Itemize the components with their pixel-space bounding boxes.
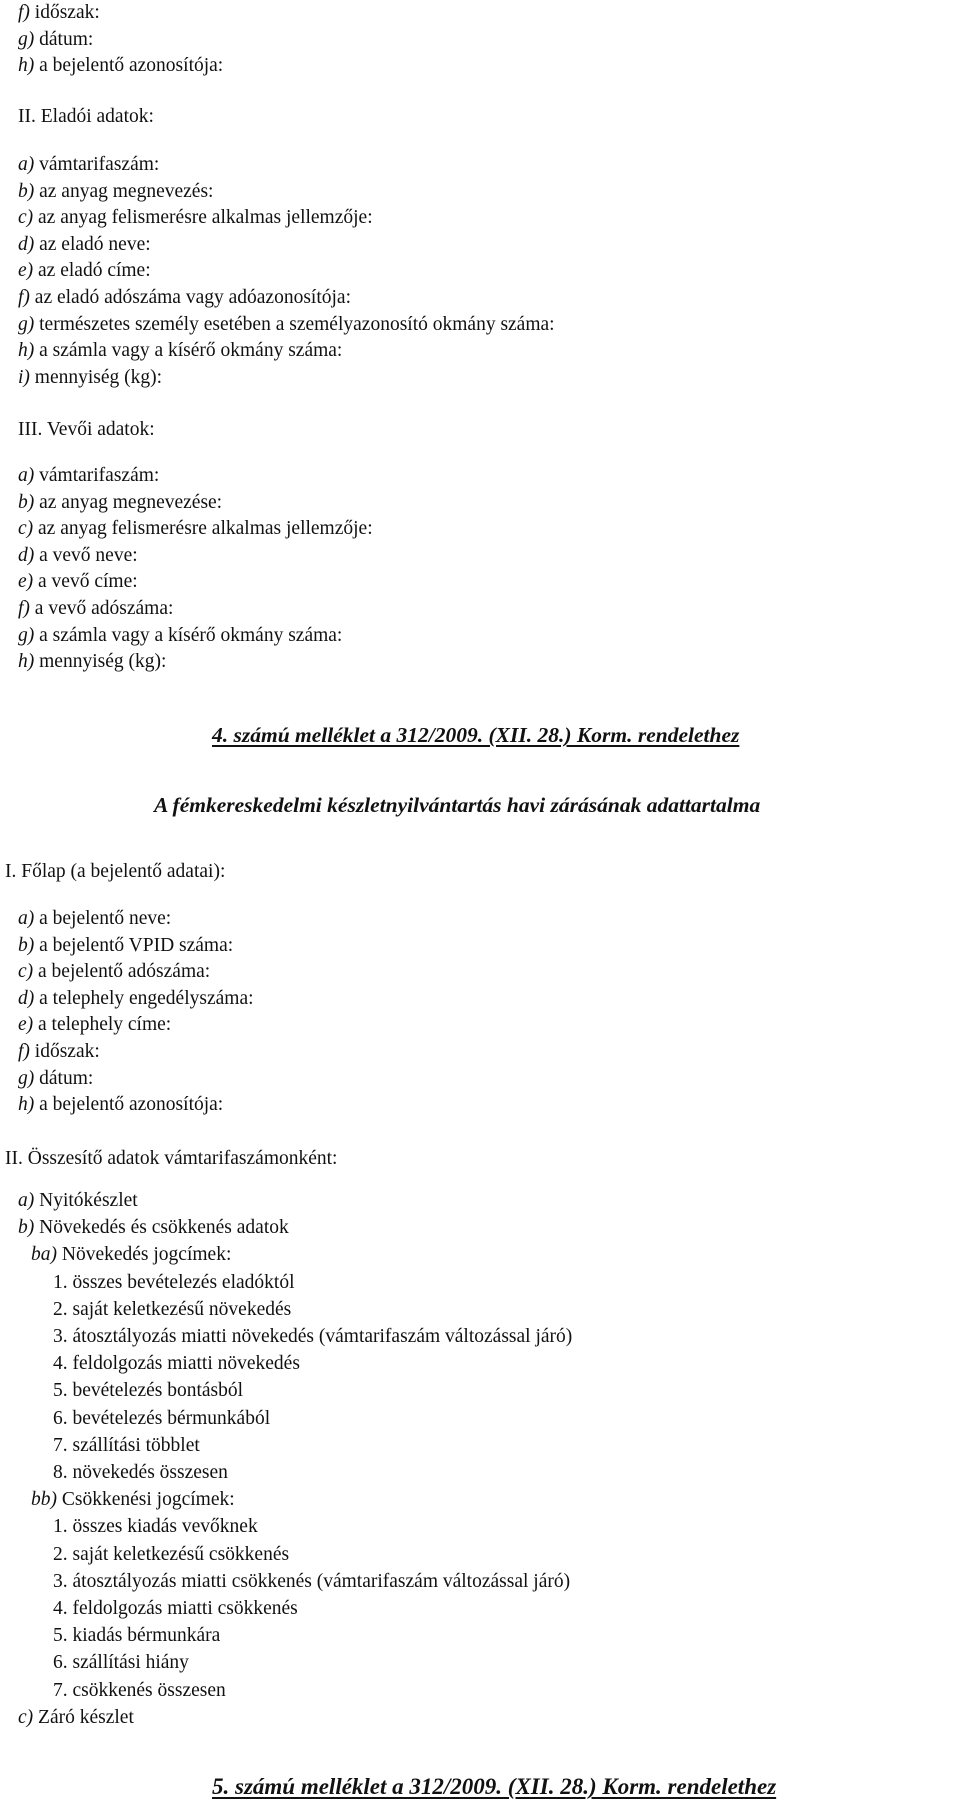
cover-list-item [18,934,233,958]
summary-list-item [18,1706,134,1730]
seller-list-item [18,180,213,204]
item-letter: ba) [31,1244,57,1266]
item-letter: h) [18,340,35,362]
item-text: mennyiség (kg): [34,651,167,673]
item-letter: b) [18,180,35,202]
summary-list-item [53,1434,200,1458]
list-item [18,28,93,52]
item-letter: g) [18,624,35,646]
cover-list-item [18,907,171,931]
item-letter: f) [18,2,30,23]
item-text: 6. szállítási hiány [53,1652,189,1674]
seller-heading: II. Eladói adatok: [18,106,154,127]
list-item [18,1,100,25]
item-letter: b) [18,1217,35,1239]
item-letter: f) [18,598,30,619]
item-text: az eladó adószáma vagy adóazonosítója: [29,287,351,308]
item-letter: d) [18,544,35,566]
item-text: a bejelentő azonosítója: [34,1094,224,1116]
item-text: a vevő címe: [33,571,138,593]
item-letter: a) [18,154,35,175]
item-letter: c) [18,961,34,983]
list-item [18,54,223,78]
item-letter: d) [18,233,35,255]
item-text: vámtarifaszám: [34,154,160,175]
item-letter: a) [18,465,35,486]
item-text: mennyiség (kg): [29,366,163,388]
buyer-list-item [18,570,138,594]
item-letter: f) [18,1041,30,1062]
item-letter: b) [18,491,35,513]
item-text: Növekedés jogcímek: [57,1244,232,1266]
summary-list-item [53,1515,258,1539]
item-text: Záró készlet [33,1706,134,1728]
summary-list-item [31,1488,235,1512]
item-text: 7. szállítási többlet [53,1434,200,1456]
item-text: a bejelentő VPID száma: [34,934,234,956]
item-text: Nyitókészlet [34,1190,138,1211]
buyer-heading: III. Vevői adatok: [18,419,155,440]
buyer-list-item [18,517,373,541]
summary-list-item [53,1651,189,1675]
item-letter: e) [18,1014,34,1036]
item-text: a bejelentő adószáma: [33,961,211,983]
item-letter: bb) [31,1489,57,1511]
summary-heading: II. Összesítő adatok vámtarifaszámonként: [5,1148,338,1169]
item-text: az anyag felismerésre alkalmas jellemzője: [33,207,373,229]
item-text: dátum: [34,28,94,50]
item-letter: c) [18,518,34,540]
item-letter: a) [18,1190,35,1211]
item-text: dátum: [34,1067,94,1089]
item-text: a számla vagy a kísérő okmány száma: [34,624,343,646]
summary-list-item [31,1243,231,1267]
item-text: a telephely engedélyszáma: [34,987,254,1009]
item-text: időszak: [29,2,100,23]
seller-list-item [18,339,342,363]
cover-list-item [18,960,210,984]
item-text: a bejelentő neve: [34,908,172,929]
item-text: a bejelentő azonosítója: [34,55,224,77]
buyer-list-item [18,650,166,674]
summary-list-item [53,1352,300,1376]
item-text: 3. átosztályozás miatti növekedés (vámtarifaszám változással járó) [53,1326,573,1347]
item-text: természetes személy esetében a személyazonosító okmány száma: [34,313,555,335]
cover-list-item [18,1093,223,1117]
item-text: az anyag felismerésre alkalmas jellemzője: [33,518,373,540]
cover-heading: I. Főlap (a bejelentő adatai): [5,861,226,882]
summary-list-item [53,1271,295,1295]
item-text: a telephely címe: [33,1014,172,1036]
summary-list-item [18,1216,289,1240]
item-text: 4. feldolgozás miatti növekedés [53,1353,300,1375]
item-text: az anyag megnevezés: [34,180,214,202]
cover-list-item [18,1013,171,1037]
item-letter: b) [18,934,35,956]
item-text: 7. csökkenés összesen [53,1679,226,1701]
cover-list-item [18,1067,93,1091]
item-text: Csökkenési jogcímek: [57,1489,235,1511]
item-text: a vevő adószáma: [29,598,174,619]
item-text: a vevő neve: [34,544,138,566]
item-letter: d) [18,987,35,1009]
item-letter: c) [18,1706,34,1728]
summary-list-item [53,1570,570,1594]
annex-4-title: 4. számú melléklet a 312/2009. (XII. 28.) Korm. rendelethez [212,723,740,747]
item-text: 5. kiadás bérmunkára [53,1625,221,1647]
annex-4-subtitle: A fémkereskedelmi készletnyilvántartás havi zárásának adattartalma [154,793,761,817]
summary-list-item [53,1407,270,1431]
summary-list-item [53,1543,289,1567]
item-text: 1. összes kiadás vevőknek [53,1516,258,1538]
buyer-list-item [18,624,342,648]
buyer-list-item [18,491,222,515]
seller-list-item [18,286,351,310]
seller-list-item [18,259,151,283]
summary-list-item [53,1461,228,1485]
item-text: az anyag megnevezése: [34,491,223,513]
item-text: 8. növekedés összesen [53,1462,228,1483]
item-text: 5. bevételezés bontásból [53,1380,244,1402]
item-letter: c) [18,207,34,229]
summary-list-item [53,1597,298,1621]
item-letter: h) [18,651,35,673]
item-letter: h) [18,1094,35,1116]
item-letter: h) [18,55,35,77]
seller-list-item [18,366,162,390]
item-text: időszak: [29,1041,100,1062]
item-text: az eladó neve: [34,233,151,255]
item-text: 2. saját keletkezésű növekedés [53,1298,292,1320]
item-text: 6. bevételezés bérmunkából [53,1407,271,1429]
item-text: vámtarifaszám: [34,465,160,486]
seller-list-item [18,313,555,337]
summary-list-item [53,1624,220,1648]
buyer-list-item [18,544,138,568]
cover-list-item [18,1040,100,1064]
summary-list-item [18,1189,138,1213]
summary-list-item [53,1325,572,1349]
seller-list-item [18,206,373,230]
item-text: 4. feldolgozás miatti csökkenés [53,1598,298,1619]
seller-list-item [18,233,151,257]
cover-list-item [18,987,254,1011]
buyer-list-item [18,597,173,621]
item-letter: e) [18,260,34,282]
item-letter: i) [18,366,30,388]
item-text: 3. átosztályozás miatti csökkenés (vámtarifaszám változással járó) [53,1570,571,1592]
item-text: az eladó címe: [33,260,151,282]
item-letter: f) [18,287,30,308]
item-letter: g) [18,1067,35,1089]
seller-list-item [18,153,159,177]
annex-5-title: 5. számú melléklet a 312/2009. (XII. 28.) Korm. rendelethez [212,1774,777,1799]
item-letter: a) [18,908,35,929]
buyer-list-item [18,464,159,488]
summary-list-item [53,1379,243,1403]
summary-list-item [53,1298,291,1322]
item-text: 1. összes bevételezés eladóktól [53,1271,295,1293]
item-letter: e) [18,571,34,593]
item-text: Növekedés és csökkenés adatok [34,1217,289,1239]
item-letter: g) [18,313,35,335]
item-text: 2. saját keletkezésű csökkenés [53,1543,290,1565]
item-letter: g) [18,28,35,50]
summary-list-item [53,1679,226,1703]
item-text: a számla vagy a kísérő okmány száma: [34,340,343,362]
